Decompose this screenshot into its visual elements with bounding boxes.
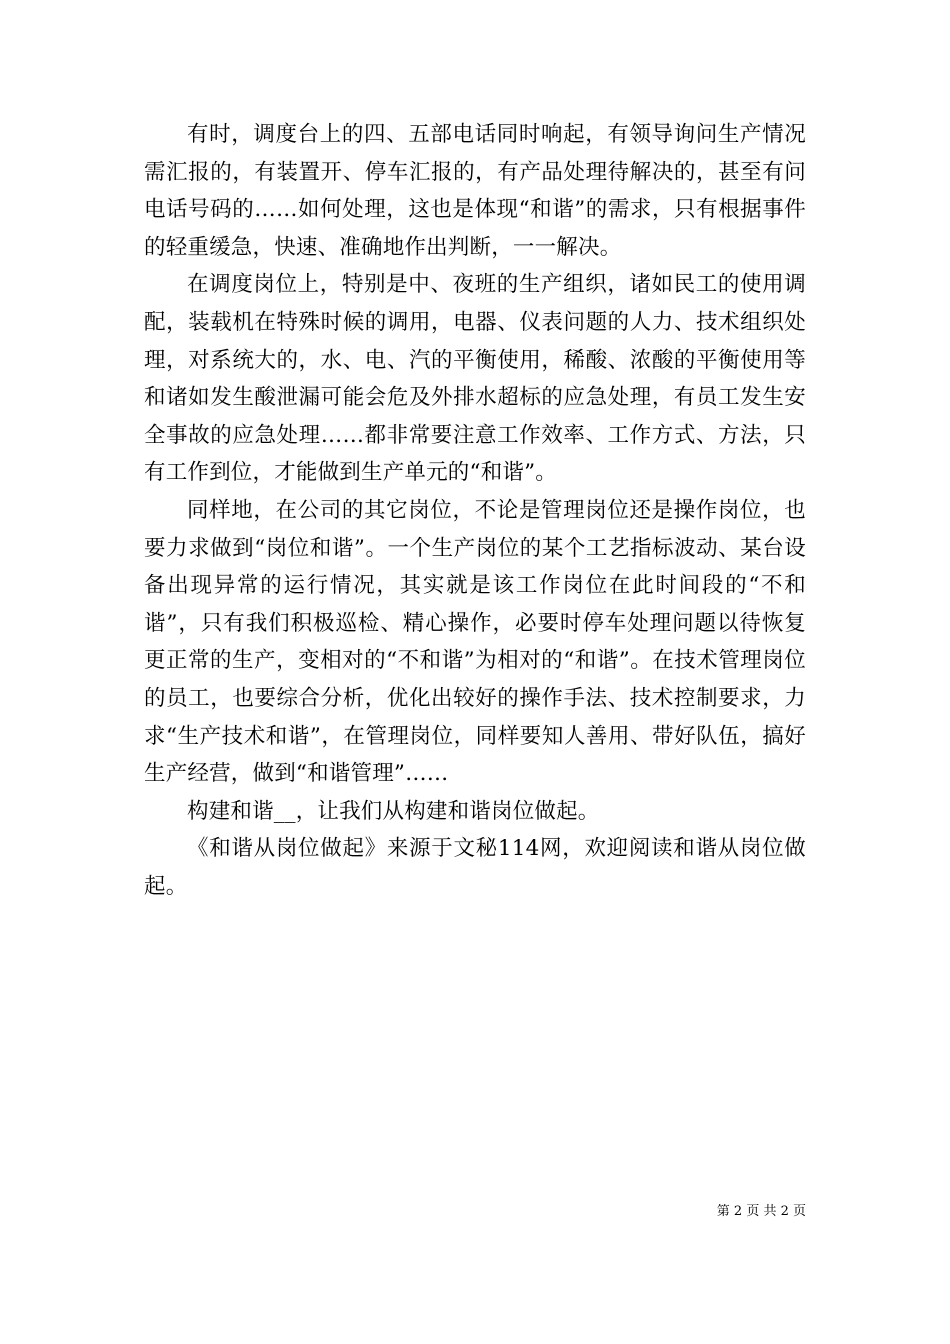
paragraph-source-note: 《和谐从岗位做起》来源于文秘114网，欢迎阅读和谐从岗位做起。 — [144, 836, 806, 899]
paragraph-build-harmony: 构建和谐__，让我们从构建和谐岗位做起。 — [187, 798, 600, 824]
page-number-footer: 第 2 页 共 2 页 — [716, 1204, 806, 1219]
paragraph-dispatch-phones: 有时，调度台上的四、五部电话同时响起，有领导询问生产情况需汇报的，有装置开、停车汇报的，有产品处理待解决的，甚至有问电话号码的……如何处理，这也是体现“和谐”的需求，只有根据事件的轻重缓急，快速、准确地作出判断，一一解决。 — [144, 122, 806, 260]
document-body — [144, 116, 806, 905]
paragraph-other-posts: 同样地，在公司的其它岗位，不论是管理岗位还是操作岗位，也要力求做到“岗位和谐”。一个生产岗位的某个工艺指标波动、某台设备出现异常的运行情况，其实就是该工作岗位在此时间段的“不和谐”，只有我们积极巡检、精心操作，必要时停车处理问题以待恢复更正常的生产，变相对的“不和谐”为相对的“和谐”。在技术管理岗位的员工，也要综合分析，优化出较好的操作手法、技术控制要求，力求“生产技术和谐”，在管理岗位，同样要知人善用、带好队伍，搞好生产经营，做到“和谐管理”…… — [144, 497, 806, 787]
paragraph-dispatch-post: 在调度岗位上，特别是中、夜班的生产组织，诸如民工的使用调配，装载机在特殊时候的调用，电器、仪表问题的人力、技术组织处理，对系统大的，水、电、汽的平衡使用，稀酸、浓酸的平衡使用等和诸如发生酸泄漏可能会危及外排水超标的应急处理，有员工发生安全事故的应急处理……都非常要注意工作效率、工作方式、方法，只有工作到位，才能做到生产单元的“和谐”。 — [144, 272, 806, 486]
